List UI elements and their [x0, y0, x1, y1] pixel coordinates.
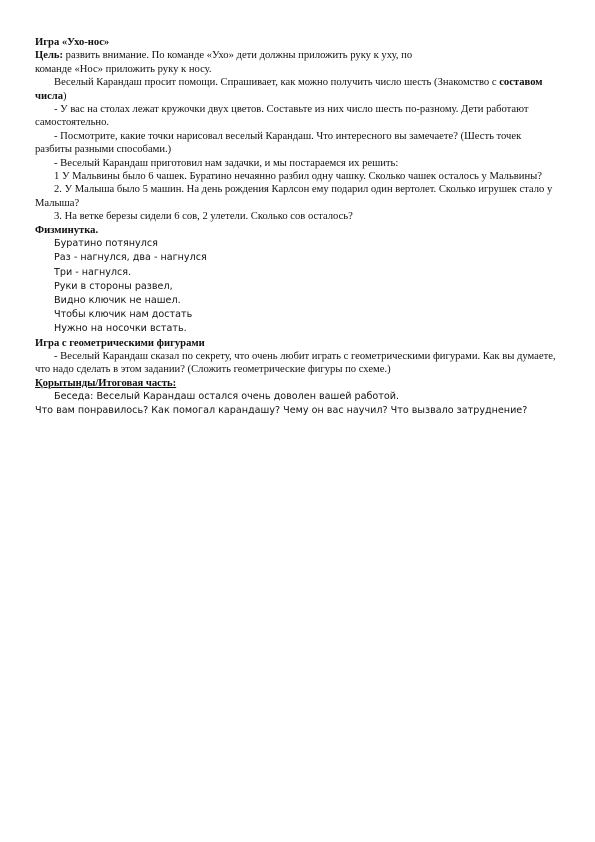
poem-verse: Видно ключик не нашел. — [54, 294, 181, 306]
task-3: 3. На ветке березы сидели 6 сов, 2 улетели. Сколько сов осталось? — [54, 211, 353, 223]
document-page — [35, 36, 560, 417]
goal-line-2: команде «Нос» приложить руку к носу. — [35, 63, 212, 75]
dots-paragraph: - Посмотрите, какие точки нарисовал веселый Карандаш. Что интересного вы замечаете? (Шесть точек разбиты разными способами.) — [35, 130, 522, 156]
fizminutka-poem — [35, 237, 560, 336]
game2-paragraph: - Веселый Карандаш сказал по секрету, что очень любит играть с геометрическими фигурами. Как вы думаете, что надо сделать в этом задании? (Сложить геометрические фигуры по схеме.) — [35, 350, 556, 376]
goal-label: Цель: — [35, 50, 64, 62]
final-paragraph-1: Беседа: Веселый Карандаш остался очень доволен вашей работой. — [54, 391, 400, 403]
lesson-intro-text: Веселый Карандаш просит помощи. Спрашивает, как можно получить число шесть (Знакомство с — [54, 77, 500, 89]
poem-verse: Руки в стороны развел, — [54, 280, 173, 292]
task-2: 2. У Малыша было 5 машин. На день рождения Карлсон ему подарил один вертолет. Сколько игрушек стало у Малыша? — [35, 184, 553, 209]
lesson-intro-paragraph — [35, 76, 560, 103]
task-1: 1 У Мальвины было 6 чашек. Буратино нечаянно разбил одну чашку. Сколько чашек осталось у Мальвины? — [54, 171, 542, 183]
game2-title: Игра с геометрическими фигурами — [35, 337, 205, 349]
goal-paragraph — [35, 49, 560, 62]
poem-verse: Раз - нагнулся, два - нагнулся — [54, 252, 207, 264]
poem-verse: Три - нагнулся. — [54, 266, 132, 278]
game1-title: Игра «Ухо-нос» — [35, 37, 110, 48]
lesson-intro-bold: составом числа — [35, 77, 543, 102]
poem-verse: Нужно на носочки встать. — [54, 323, 187, 335]
circles-paragraph: - У вас на столах лежат кружочки двух цветов. Составьте из них число шесть по-разному. Дети работают самостоятельно. — [35, 104, 529, 129]
lesson-intro-end: ) — [63, 90, 67, 102]
tasks-intro-paragraph: - Веселый Карандаш приготовил нам задачки, и мы постараемся их решить: — [54, 157, 399, 169]
goal-text: развить внимание. По команде «Ухо» дети должны приложить руку к уху, по — [63, 50, 413, 62]
poem-verse: Буратино потянулся — [54, 238, 158, 250]
fizminutka-title: Физминутка. — [35, 224, 99, 236]
final-title: Қорытынды/Итоговая часть: — [35, 377, 177, 389]
poem-verse: Чтобы ключик нам достать — [54, 309, 193, 321]
final-paragraph-2: Что вам понравилось? Как помогал карандашу? Чему он вас научил? Что вызвало затруднение? — [35, 404, 528, 416]
